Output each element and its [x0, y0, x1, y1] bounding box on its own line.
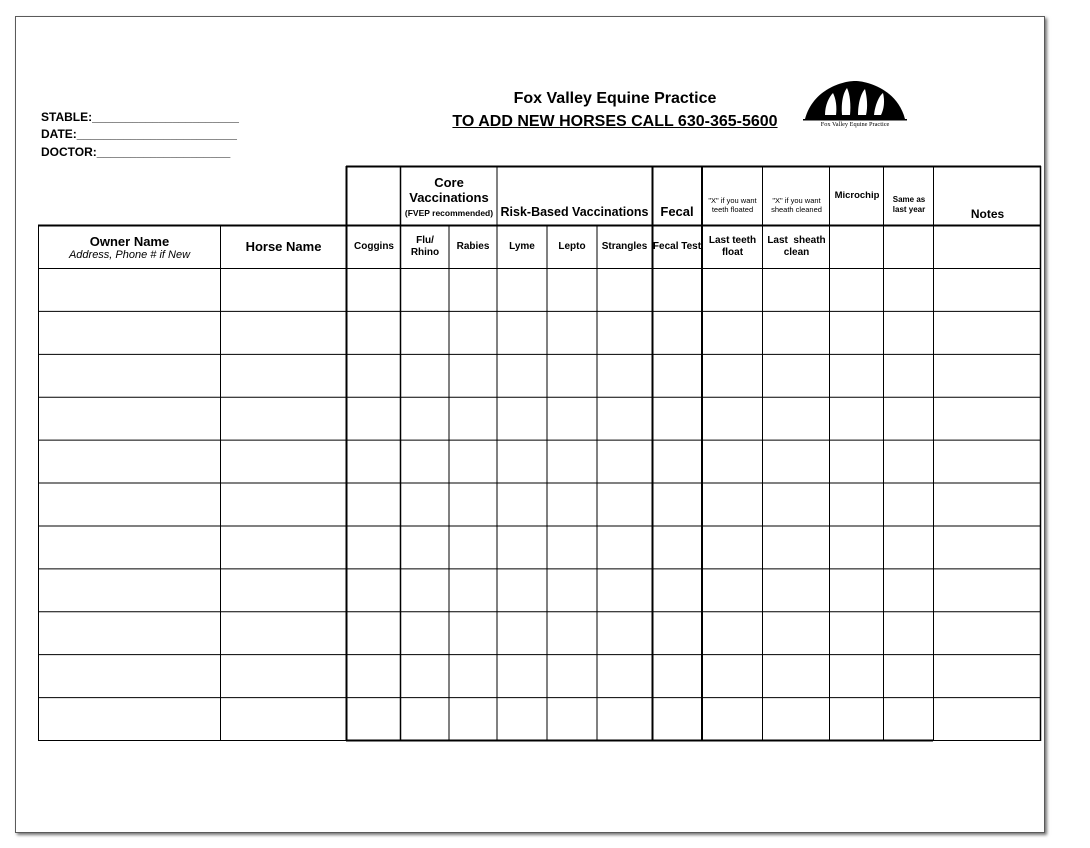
rabies-cell[interactable] — [451, 657, 495, 696]
rabies-cell[interactable] — [451, 356, 495, 395]
strangles-cell[interactable] — [599, 571, 650, 610]
last-sheath-clean-header — [763, 226, 830, 268]
rabies-cell[interactable] — [451, 271, 495, 310]
flu-rhino-cell[interactable] — [402, 571, 447, 610]
owner-cell[interactable] — [40, 271, 218, 310]
teeth-line1: Last teeth — [708, 235, 757, 246]
sheath-cell[interactable] — [764, 657, 827, 696]
coggins-header: Coggins — [354, 241, 394, 252]
owner-cell[interactable] — [40, 356, 218, 395]
microchip-cell[interactable] — [831, 271, 881, 310]
fecal-test-cell[interactable] — [654, 614, 700, 653]
microchip-cell[interactable] — [831, 528, 881, 567]
coggins-cell[interactable] — [348, 657, 398, 696]
lyme-cell[interactable] — [499, 528, 545, 567]
lepto-cell[interactable] — [549, 657, 595, 696]
fecal-test-cell[interactable] — [654, 399, 700, 438]
lepto-cell[interactable] — [549, 313, 595, 352]
owner-name-header — [39, 228, 220, 268]
horse-cell[interactable] — [222, 356, 344, 395]
same-as-last-year-cell[interactable] — [885, 528, 931, 567]
new-horses-phone-heading: TO ADD NEW HORSES CALL 630-365-5600 — [452, 113, 778, 130]
strangles-cell[interactable] — [599, 700, 650, 739]
coggins-cell[interactable] — [348, 271, 398, 310]
owner-cell[interactable] — [40, 528, 218, 567]
lyme-cell[interactable] — [499, 442, 545, 481]
rabies-cell[interactable] — [451, 614, 495, 653]
same-as-last-year-cell[interactable] — [885, 399, 931, 438]
flu-rhino-cell[interactable] — [402, 485, 447, 524]
sheath-cell[interactable] — [764, 571, 827, 610]
horse-cell[interactable] — [222, 571, 344, 610]
same-as-last-year-cell[interactable] — [885, 271, 931, 310]
coggins-cell[interactable] — [348, 571, 398, 610]
lepto-header: Lepto — [558, 241, 586, 252]
fecal-test-cell[interactable] — [654, 356, 700, 395]
horse-cell[interactable] — [222, 313, 344, 352]
teeth-note-line1: "X" if you want — [708, 196, 757, 205]
microchip-cell[interactable] — [831, 313, 881, 352]
owner-cell[interactable] — [40, 700, 218, 739]
microchip-cell[interactable] — [831, 442, 881, 481]
sheath-cell[interactable] — [764, 485, 827, 524]
fecal-test-cell[interactable] — [654, 485, 700, 524]
sheath-note-line1: "X" if you want — [772, 196, 821, 205]
lyme-cell[interactable] — [499, 356, 545, 395]
coggins-cell[interactable] — [348, 700, 398, 739]
rabies-cell[interactable] — [451, 399, 495, 438]
lyme-cell[interactable] — [499, 614, 545, 653]
flu-rhino-header — [401, 226, 449, 268]
same-as-last-year-cell[interactable] — [885, 356, 931, 395]
owner-cell[interactable] — [40, 614, 218, 653]
date-field[interactable]: DATE:________________________ — [41, 127, 237, 141]
sheath-note-line2: sheath cleaned — [771, 205, 822, 214]
fecal-test-header: Fecal Test — [652, 241, 702, 252]
lyme-cell[interactable] — [499, 657, 545, 696]
owner-cell[interactable] — [40, 399, 218, 438]
microchip-cell[interactable] — [831, 399, 881, 438]
same-as-last-year-cell[interactable] — [885, 442, 931, 481]
flu-line2: Rhino — [410, 247, 440, 258]
fecal-test-cell[interactable] — [654, 571, 700, 610]
teeth-cell[interactable] — [704, 485, 760, 524]
lepto-cell[interactable] — [549, 271, 595, 310]
fecal-test-cell[interactable] — [654, 313, 700, 352]
coggins-cell[interactable] — [348, 528, 398, 567]
same-as-last-year-cell[interactable] — [885, 485, 931, 524]
flu-rhino-cell[interactable] — [402, 657, 447, 696]
microchip-cell[interactable] — [831, 571, 881, 610]
teeth-cell[interactable] — [704, 442, 760, 481]
sheath-note-header — [763, 190, 830, 220]
microchip-header: Microchip — [834, 190, 880, 202]
notes-cell[interactable] — [935, 313, 1038, 352]
teeth-cell[interactable] — [704, 399, 760, 438]
microchip-cell[interactable] — [831, 356, 881, 395]
rabies-cell[interactable] — [451, 442, 495, 481]
horse-cell[interactable] — [222, 485, 344, 524]
lepto-cell[interactable] — [549, 399, 595, 438]
rabies-header: Rabies — [456, 241, 490, 252]
rabies-cell[interactable] — [451, 528, 495, 567]
strangles-header: Strangles — [601, 241, 648, 252]
teeth-cell[interactable] — [704, 571, 760, 610]
teeth-cell[interactable] — [704, 271, 760, 310]
strangles-cell[interactable] — [599, 399, 650, 438]
lepto-cell[interactable] — [549, 700, 595, 739]
lyme-cell[interactable] — [499, 313, 545, 352]
flu-rhino-cell[interactable] — [402, 528, 447, 567]
sheath-cell[interactable] — [764, 313, 827, 352]
coggins-cell[interactable] — [348, 399, 398, 438]
rabies-cell[interactable] — [451, 313, 495, 352]
risk-based-header: Risk-Based Vaccinations — [500, 204, 649, 219]
coggins-cell[interactable] — [348, 485, 398, 524]
strangles-cell[interactable] — [599, 657, 650, 696]
logo-caption: Fox Valley Equine Practice — [820, 121, 890, 128]
horse-name-header: Horse Name — [245, 239, 322, 255]
notes-cell[interactable] — [935, 271, 1038, 310]
core-vaccinations-header — [401, 168, 497, 225]
fecal-header: Fecal — [660, 204, 694, 220]
horse-cell[interactable] — [222, 614, 344, 653]
fecal-test-cell[interactable] — [654, 271, 700, 310]
lyme-cell[interactable] — [499, 700, 545, 739]
rabies-cell[interactable] — [451, 700, 495, 739]
sheath-cell[interactable] — [764, 356, 827, 395]
lepto-cell[interactable] — [549, 442, 595, 481]
same-as-last-year-header — [884, 191, 934, 219]
lyme-header: Lyme — [509, 241, 535, 252]
strangles-cell[interactable] — [599, 313, 650, 352]
rabies-cell[interactable] — [451, 571, 495, 610]
teeth-cell[interactable] — [704, 528, 760, 567]
sheath-line2: clean — [783, 247, 810, 258]
coggins-cell[interactable] — [348, 356, 398, 395]
fecal-test-cell[interactable] — [654, 528, 700, 567]
lepto-cell[interactable] — [549, 485, 595, 524]
notes-cell[interactable] — [935, 442, 1038, 481]
sheath-cell[interactable] — [764, 399, 827, 438]
coggins-cell[interactable] — [348, 614, 398, 653]
microchip-cell[interactable] — [831, 700, 881, 739]
lyme-cell[interactable] — [499, 571, 545, 610]
notes-cell[interactable] — [935, 528, 1038, 567]
strangles-cell[interactable] — [599, 485, 650, 524]
sheath-cell[interactable] — [764, 614, 827, 653]
teeth-cell[interactable] — [704, 356, 760, 395]
fecal-test-cell[interactable] — [654, 442, 700, 481]
lepto-cell[interactable] — [549, 571, 595, 610]
lepto-cell[interactable] — [549, 356, 595, 395]
notes-cell[interactable] — [935, 485, 1038, 524]
owner-label: Owner Name — [89, 233, 170, 249]
horse-cell[interactable] — [222, 700, 344, 739]
owner-cell[interactable] — [40, 571, 218, 610]
flu-line1: Flu/ — [416, 235, 434, 246]
strangles-cell[interactable] — [599, 614, 650, 653]
same-as-last-year-cell[interactable] — [885, 571, 931, 610]
horse-cell[interactable] — [222, 442, 344, 481]
coggins-cell[interactable] — [348, 313, 398, 352]
same-as-last-year-cell[interactable] — [885, 614, 931, 653]
stable-field[interactable]: STABLE:______________________ — [41, 110, 239, 124]
notes-cell[interactable] — [935, 657, 1038, 696]
lyme-cell[interactable] — [499, 399, 545, 438]
same-as-last-year-cell[interactable] — [885, 657, 931, 696]
teeth-cell[interactable] — [704, 313, 760, 352]
horse-cell[interactable] — [222, 399, 344, 438]
notes-cell[interactable] — [935, 571, 1038, 610]
teeth-line2: float — [721, 247, 744, 258]
notes-cell[interactable] — [935, 614, 1038, 653]
owner-cell[interactable] — [40, 657, 218, 696]
microchip-cell[interactable] — [831, 485, 881, 524]
owner-sublabel: Address, Phone # if New — [68, 249, 191, 262]
last-teeth-float-header — [702, 226, 763, 268]
doctor-field[interactable]: DOCTOR:____________________ — [41, 145, 231, 159]
teeth-note-line2: teeth floated — [711, 205, 754, 214]
sheath-cell[interactable] — [764, 442, 827, 481]
same-line2: last year — [892, 205, 926, 214]
strangles-cell[interactable] — [599, 528, 650, 567]
horse-cell[interactable] — [222, 657, 344, 696]
flu-rhino-cell[interactable] — [402, 442, 447, 481]
notes-cell[interactable] — [935, 356, 1038, 395]
lepto-cell[interactable] — [549, 528, 595, 567]
teeth-cell[interactable] — [704, 614, 760, 653]
coggins-cell[interactable] — [348, 442, 398, 481]
core-note: (FVEP recommended) — [404, 208, 494, 218]
same-line1: Same as — [892, 195, 926, 205]
strangles-cell[interactable] — [599, 271, 650, 310]
core-label-line2: Vaccinations — [409, 190, 489, 206]
owner-cell[interactable] — [40, 442, 218, 481]
strangles-cell[interactable] — [599, 442, 650, 481]
lepto-cell[interactable] — [549, 614, 595, 653]
same-as-last-year-cell[interactable] — [885, 313, 931, 352]
flu-rhino-cell[interactable] — [402, 614, 447, 653]
teeth-cell[interactable] — [704, 657, 760, 696]
flu-rhino-cell[interactable] — [402, 399, 447, 438]
microchip-cell[interactable] — [831, 657, 881, 696]
fecal-test-cell[interactable] — [654, 700, 700, 739]
sheath-line1: Last sheath — [767, 235, 826, 246]
flu-rhino-cell[interactable] — [402, 271, 447, 310]
sheath-cell[interactable] — [764, 700, 827, 739]
core-label-line1: Core — [434, 174, 464, 190]
microchip-cell[interactable] — [831, 614, 881, 653]
strangles-cell[interactable] — [599, 356, 650, 395]
rabies-cell[interactable] — [451, 485, 495, 524]
sheath-cell[interactable] — [764, 528, 827, 567]
lyme-cell[interactable] — [499, 485, 545, 524]
practice-title: Fox Valley Equine Practice — [513, 90, 717, 107]
teeth-cell[interactable] — [704, 700, 760, 739]
fecal-test-cell[interactable] — [654, 657, 700, 696]
flu-rhino-cell[interactable] — [402, 313, 447, 352]
notes-cell[interactable] — [935, 700, 1038, 739]
notes-cell[interactable] — [935, 399, 1038, 438]
teeth-note-header — [702, 190, 763, 220]
same-as-last-year-cell[interactable] — [885, 700, 931, 739]
lyme-cell[interactable] — [499, 271, 545, 310]
flu-rhino-cell[interactable] — [402, 700, 447, 739]
sheath-cell[interactable] — [764, 271, 827, 310]
owner-cell[interactable] — [40, 485, 218, 524]
flu-rhino-cell[interactable] — [402, 356, 447, 395]
notes-header: Notes — [970, 206, 1005, 221]
owner-cell[interactable] — [40, 313, 218, 352]
horse-cell[interactable] — [222, 528, 344, 567]
horse-cell[interactable] — [222, 271, 344, 310]
